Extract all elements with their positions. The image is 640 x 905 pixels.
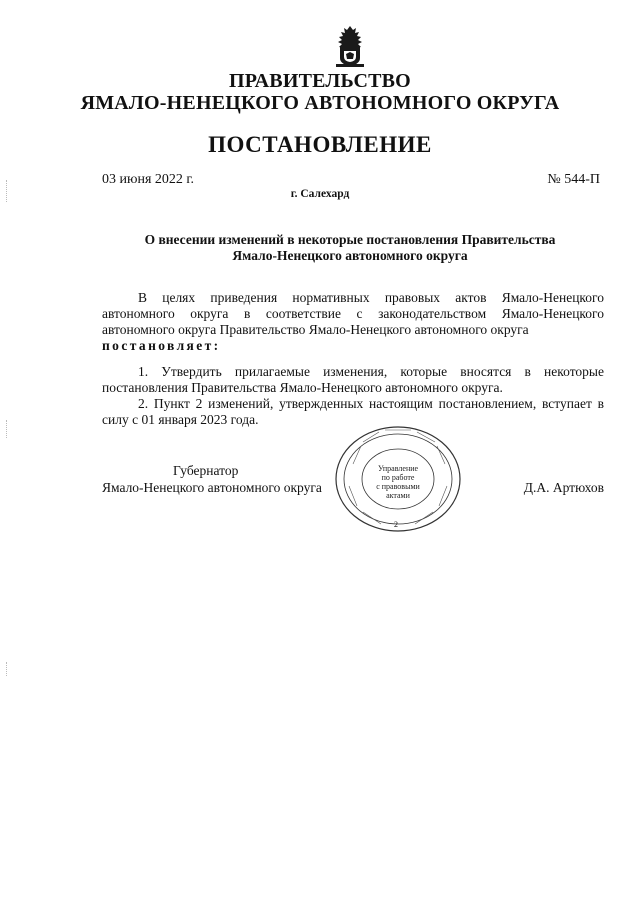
- stamp-line: Управление: [377, 464, 419, 473]
- document-type-heading: ПОСТАНОВЛЕНИЕ: [208, 132, 432, 157]
- government-title-line2: ЯМАЛО-НЕНЕЦКОГО АВТОНОМНОГО ОКРУГА: [80, 92, 560, 114]
- stamp-line: с правовыми: [376, 482, 420, 491]
- scan-margin-mark: [6, 662, 9, 676]
- decree-item-1: 1. Утвердить прилагаемые изменения, которые вносятся в некоторые постановления Правительства Ямало-Ненецкого автономного округа.: [102, 364, 604, 395]
- document-city: г. Салехард: [290, 188, 350, 200]
- signatory-title: Губернатор: [173, 463, 239, 478]
- subject-line2: Ямало-Ненецкого автономного округа: [232, 248, 468, 263]
- stamp-line: актами: [386, 491, 410, 500]
- regional-coat-of-arms-icon: [331, 24, 369, 68]
- document-date: 03 июня 2022 г.: [102, 172, 195, 187]
- signatory-name: Д.А. Артюхов: [523, 480, 604, 495]
- scan-margin-mark: [6, 420, 9, 438]
- scan-margin-mark: [6, 180, 9, 202]
- preamble-paragraph: В целях приведения нормативных правовых актов Ямало-Ненецкого автономного округа в соответствие с законодательством Ямало-Ненецкого автономного округа Правительство Ямало-Ненецкого автономного округа: [102, 290, 604, 337]
- subject-line1: О внесении изменений в некоторые постановления Правительства: [144, 232, 556, 247]
- document-subject: [70, 232, 630, 264]
- decree-word: постановляет:: [102, 338, 221, 353]
- government-title-line1: ПРАВИТЕЛЬСТВО: [229, 70, 411, 92]
- stamp-number: 2: [394, 520, 398, 529]
- document-number: № 544-П: [547, 172, 600, 187]
- stamp-center-text: [362, 464, 434, 500]
- decree-item-2: 2. Пункт 2 изменений, утвержденных настоящим постановлением, вступает в силу с 01 января 2023 года.: [102, 396, 604, 427]
- stamp-line: по работе: [381, 473, 415, 482]
- signatory-region: Ямало-Ненецкого автономного округа: [102, 480, 322, 495]
